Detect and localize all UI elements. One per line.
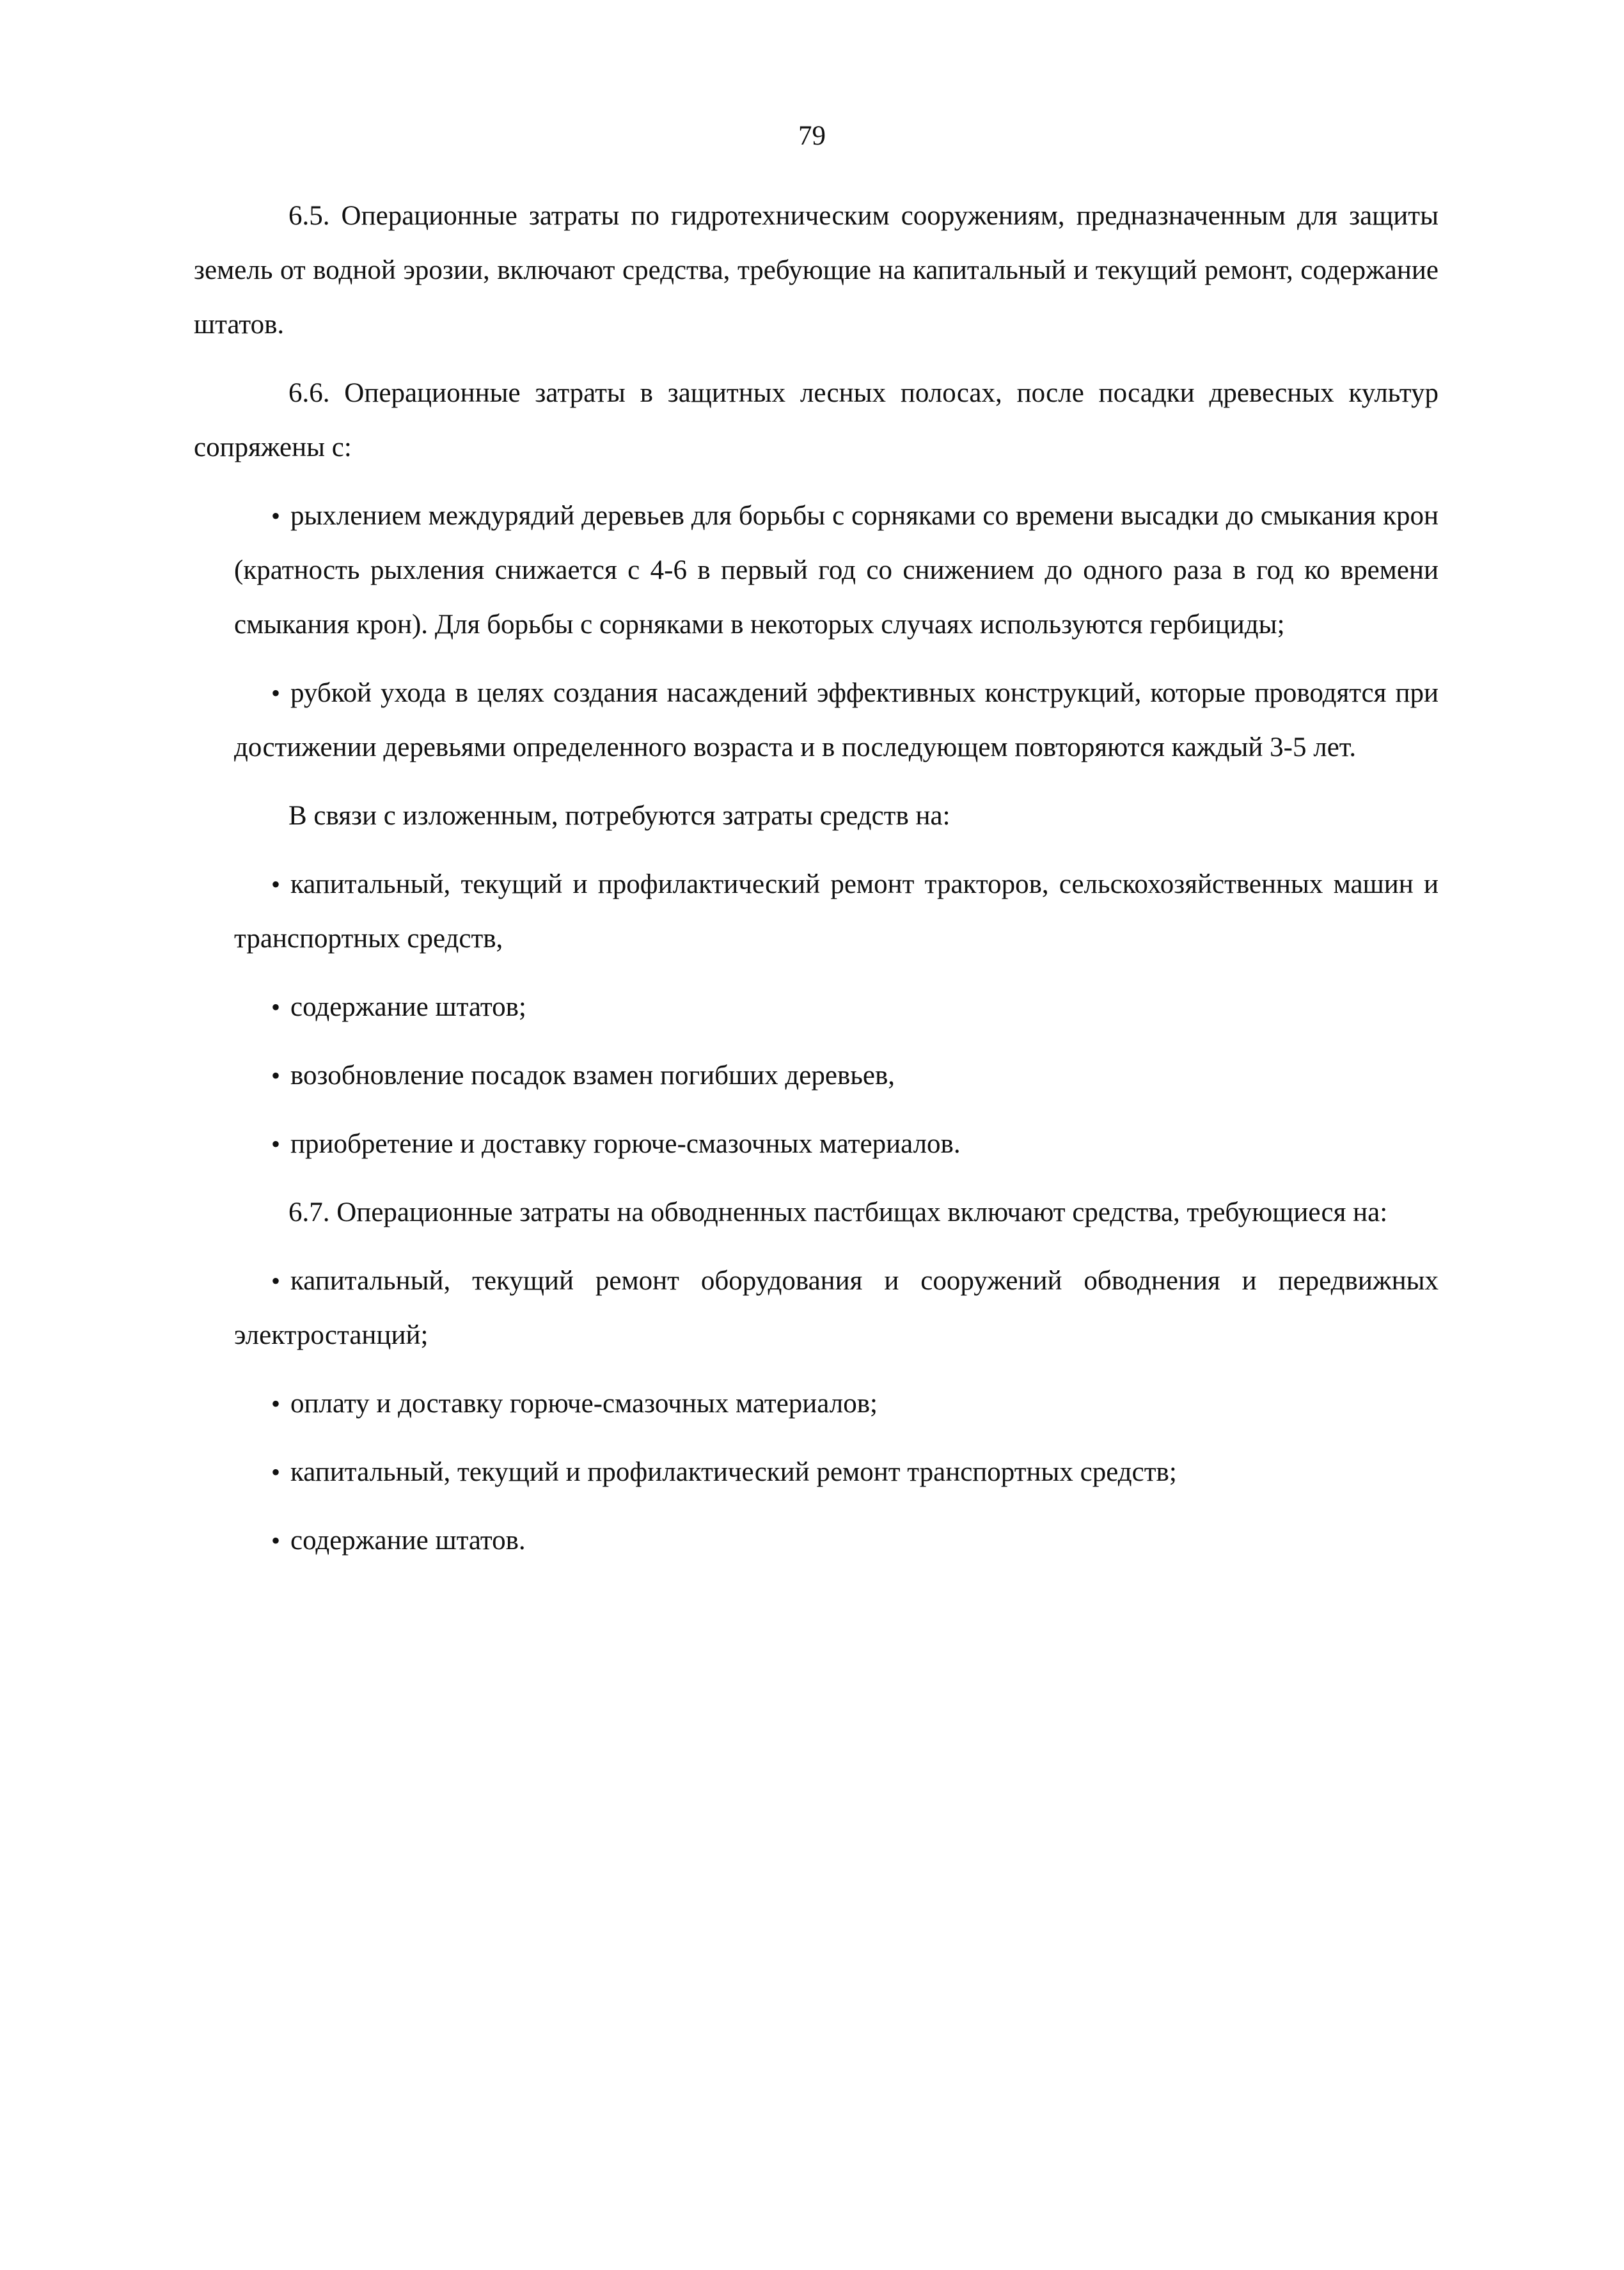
bullet-icon: • <box>271 1130 281 1158</box>
bullet-icon: • <box>271 870 281 899</box>
bullet-icon: • <box>271 1526 281 1555</box>
list-item <box>194 666 1439 775</box>
bullet-icon: • <box>271 1061 281 1090</box>
list-item <box>194 1376 1439 1431</box>
list-item <box>194 1445 1439 1499</box>
bullet-icon: • <box>271 993 281 1021</box>
list-item <box>194 1254 1439 1362</box>
list-item-text: рубкой ухода в целях создания насаждений эффективных конструкций, которые проводятся при достижении деревьями определенного возраста и в последующем повторяются каждый 3-5 лет. <box>234 678 1439 762</box>
paragraph-6-7: 6.7. Операционные затраты на обводненных пастбищах включают средства, требующиеся на: <box>288 1197 1388 1227</box>
paragraph-costs-intro: В связи с изложенным, потребуются затраты средств на: <box>288 801 950 831</box>
list-item <box>194 857 1439 966</box>
list-item-text: рыхлением междурядий деревьев для борьбы с сорняками со времени высадки до смыкания крон (кратность рыхления снижается с 4-6 в первый год со снижением до одного раза в год ко времени смыкания крон). Для борьбы с сорняками в некоторых случаях используются гербициды; <box>234 501 1439 640</box>
bullet-icon: • <box>271 501 281 530</box>
page-number: 79 <box>798 121 826 151</box>
bullet-icon: • <box>271 1389 281 1418</box>
list-item-text: содержание штатов; <box>290 992 526 1022</box>
list-item <box>194 1048 1439 1103</box>
bullet-icon: • <box>271 679 281 707</box>
list-item-text: приобретение и доставку горюче-смазочных материалов. <box>290 1129 961 1159</box>
list-item <box>194 489 1439 652</box>
list-item-text: капитальный, текущий ремонт оборудования и сооружений обводнения и передвижных электростанций; <box>234 1266 1439 1350</box>
bullet-icon: • <box>271 1266 281 1295</box>
paragraph-6-5: 6.5. Операционные затраты по гидротехническим сооружениям, предназначенным для защиты земель от водной эрозии, включают средства, требующие на капитальный и текущий ремонт, содержание штатов. <box>194 201 1439 340</box>
list-item-text: капитальный, текущий и профилактический ремонт транспортных средств; <box>290 1457 1177 1487</box>
list-item-text: оплату и доставку горюче-смазочных материалов; <box>290 1389 878 1419</box>
list-item-text: возобновление посадок взамен погибших деревьев, <box>290 1060 895 1091</box>
bullet-icon: • <box>271 1458 281 1486</box>
list-item <box>194 1513 1439 1568</box>
list-item <box>194 1117 1439 1171</box>
list-item-text: содержание штатов. <box>290 1525 526 1556</box>
list-item-text: капитальный, текущий и профилактический ремонт тракторов, сельскохозяйственных машин и транспортных средств, <box>234 869 1439 954</box>
list-item <box>194 980 1439 1034</box>
paragraph-6-6: 6.6. Операционные затраты в защитных лесных полосах, после посадки древесных культур сопряжены с: <box>194 378 1439 462</box>
document-body <box>194 189 1439 1582</box>
